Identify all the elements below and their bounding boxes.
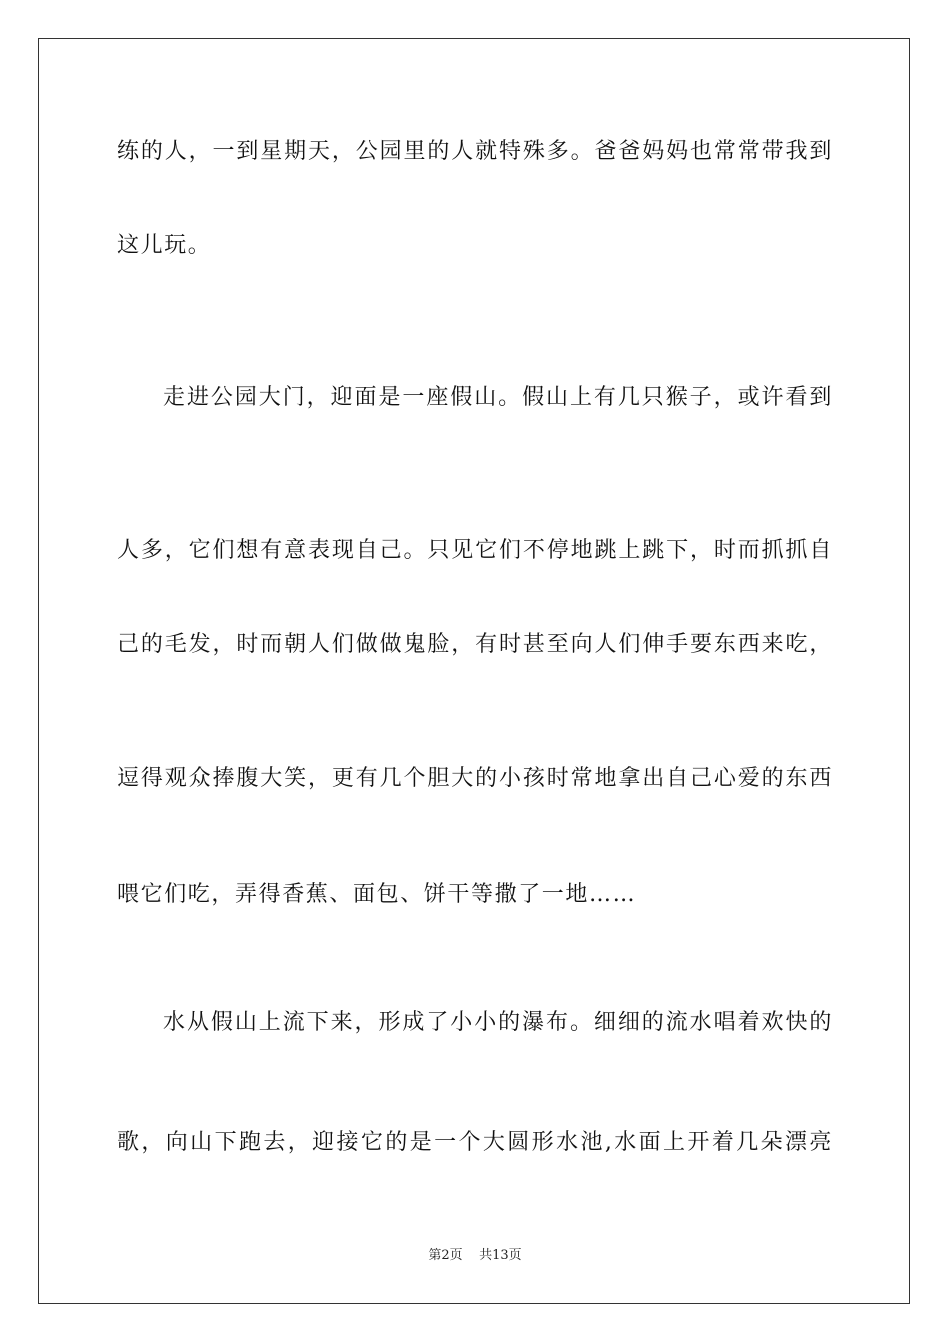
text-line: 喂它们吃，弄得香蕉、面包、饼干等撒了一地…… <box>117 882 637 907</box>
text-line: 己的毛发，时而朝人们做做鬼脸，有时甚至向人们伸手要东西来吃， <box>117 632 833 657</box>
page-footer <box>0 1248 950 1264</box>
text-line: 走进公园大门，迎面是一座假山。假山上有几只猴子，或许看到 <box>163 385 833 410</box>
page-border <box>38 38 910 1304</box>
page-number: 第2页 <box>428 1248 463 1263</box>
text-line: 练的人，一到星期天，公园里的人就特殊多。爸爸妈妈也常常带我到 <box>117 139 833 164</box>
text-line: 水从假山上流下来，形成了小小的瀑布。细细的流水唱着欢快的 <box>163 1010 833 1035</box>
page-total: 共13页 <box>479 1248 522 1263</box>
text-line: 这儿玩。 <box>117 233 212 258</box>
text-line: 人多，它们想有意表现自己。只见它们不停地跳上跳下，时而抓抓自 <box>117 538 833 563</box>
text-line: 逗得观众捧腹大笑，更有几个胆大的小孩时常地拿出自己心爱的东西 <box>117 766 833 791</box>
text-line: 歌，向山下跑去，迎接它的是一个大圆形水池,水面上开着几朵漂亮 <box>117 1130 833 1155</box>
